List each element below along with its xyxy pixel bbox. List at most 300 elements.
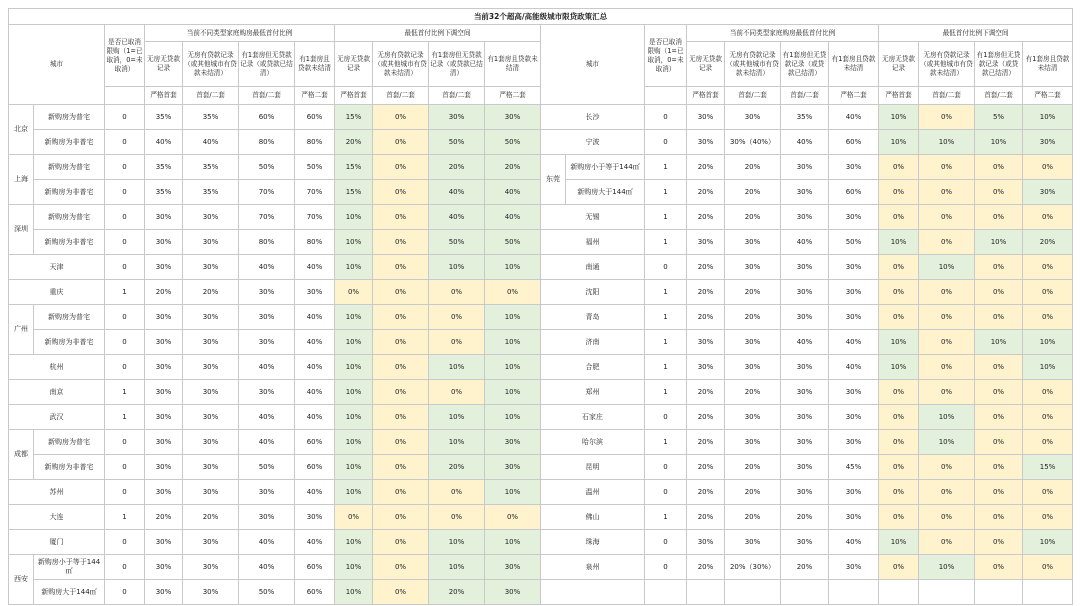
min-ratio-cell: 80%	[295, 230, 335, 255]
city-name: 郑州	[541, 380, 645, 405]
min-ratio-cell: 30%	[183, 355, 239, 380]
room-cell: 15%	[335, 180, 373, 205]
room-cell: 10%	[429, 555, 485, 580]
room-cell: 0%	[373, 405, 429, 430]
min-ratio-cell: 30%	[239, 280, 295, 305]
min-ratio-cell: 20%	[725, 380, 781, 405]
room-cell: 0%	[975, 405, 1023, 430]
room-cell: 10%	[879, 130, 919, 155]
min-ratio-cell: 30%	[725, 355, 781, 380]
min-ratio-cell: 20%	[687, 305, 725, 330]
min-ratio-cell: 60%	[295, 430, 335, 455]
room-cell: 10%	[1023, 355, 1073, 380]
room-cell: 20%	[429, 455, 485, 480]
min-ratio-cell: 20%	[687, 380, 725, 405]
min-ratio-cell: 30%	[687, 230, 725, 255]
min-ratio-cell: 30%	[687, 355, 725, 380]
min-ratio-cell: 40%	[295, 330, 335, 355]
min-ratio-cell: 30%	[781, 455, 829, 480]
cancel-flag: 0	[105, 180, 145, 205]
min-ratio-cell: 20%	[687, 555, 725, 580]
min-ratio-cell: 30%	[295, 280, 335, 305]
room-cell: 10%	[879, 105, 919, 130]
city-name: 天津	[9, 255, 105, 280]
room-cell: 10%	[335, 530, 373, 555]
min-ratio-cell: 30%	[829, 380, 879, 405]
min-ratio-cell: 30%	[183, 230, 239, 255]
room-cell: 0%	[373, 255, 429, 280]
room-cell: 0%	[879, 455, 919, 480]
room-cell: 40%	[429, 180, 485, 205]
min-ratio-cell: 30%	[725, 330, 781, 355]
min-ratio-cell: 60%	[295, 105, 335, 130]
room-cell: 10%	[1023, 530, 1073, 555]
header-city-left: 城市	[9, 25, 105, 105]
min-ratio-cell: 60%	[295, 580, 335, 605]
city-name: 泉州	[541, 555, 645, 580]
header-sub-right-room: 首套/二套	[975, 87, 1023, 105]
city-subtype: 新购房为普宅	[34, 155, 105, 180]
min-ratio-cell: 30%	[239, 330, 295, 355]
room-cell: 10%	[335, 255, 373, 280]
room-cell: 10%	[919, 255, 975, 280]
city-group: 东莞	[541, 155, 566, 205]
policy-table-wrapper	[8, 8, 1072, 605]
min-ratio-cell: 30%	[725, 230, 781, 255]
cancel-flag: 0	[105, 255, 145, 280]
city-subtype: 新购房为非普宅	[34, 455, 105, 480]
room-cell: 10%	[335, 480, 373, 505]
room-cell: 0%	[373, 530, 429, 555]
city-name: 合肥	[541, 355, 645, 380]
min-ratio-cell: 30%	[145, 480, 183, 505]
min-ratio-cell: 30%	[239, 305, 295, 330]
room-cell: 15%	[335, 105, 373, 130]
table-row	[9, 405, 1073, 430]
city-name: 无锡	[541, 205, 645, 230]
cancel-flag: 1	[645, 305, 687, 330]
room-cell: 0%	[919, 105, 975, 130]
min-ratio-cell: 40%	[239, 430, 295, 455]
room-cell: 10%	[975, 130, 1023, 155]
table-row	[9, 455, 1073, 480]
min-ratio-cell: 30%	[725, 530, 781, 555]
city-group: 深圳	[9, 205, 34, 255]
table-row	[9, 355, 1073, 380]
min-ratio-cell: 40%	[295, 530, 335, 555]
table-row	[9, 580, 1073, 605]
min-ratio-cell: 30%	[183, 380, 239, 405]
room-cell: 30%	[485, 430, 541, 455]
cancel-flag: 1	[645, 280, 687, 305]
min-ratio-cell: 30%	[781, 380, 829, 405]
room-cell: 0%	[485, 505, 541, 530]
header-type-right-room: 有1套房且贷款未结清	[1023, 42, 1073, 87]
min-ratio-cell: 30%	[183, 580, 239, 605]
min-ratio-cell: 30%	[145, 580, 183, 605]
min-ratio-cell: 30%	[145, 430, 183, 455]
header-type-left-room: 有1套房且贷款未结清	[485, 42, 541, 87]
min-ratio-cell: 20%	[781, 555, 829, 580]
room-cell: 0%	[975, 155, 1023, 180]
room-cell: 0%	[919, 230, 975, 255]
table-title: 当前32个超高/高能级城市限贷政策汇总	[9, 9, 1073, 25]
room-cell: 0%	[975, 180, 1023, 205]
room-cell: 0%	[975, 505, 1023, 530]
min-ratio-cell: 20%	[145, 280, 183, 305]
header-room-left: 最低首付比例下调空间	[335, 25, 541, 42]
cancel-flag: 0	[645, 130, 687, 155]
room-cell: 50%	[429, 230, 485, 255]
table-row	[9, 505, 1073, 530]
city-subtype: 新购房为非普宅	[34, 180, 105, 205]
city-name: 温州	[541, 480, 645, 505]
room-cell	[879, 580, 919, 605]
room-cell: 30%	[485, 105, 541, 130]
min-ratio-cell: 30%	[687, 530, 725, 555]
min-ratio-cell: 50%	[295, 155, 335, 180]
min-ratio-cell: 40%	[239, 555, 295, 580]
min-ratio-cell: 35%	[781, 105, 829, 130]
cancel-flag: 1	[105, 505, 145, 530]
room-cell: 0%	[429, 480, 485, 505]
cancel-flag: 0	[105, 205, 145, 230]
room-cell: 10%	[919, 555, 975, 580]
header-sub-left-min: 首套/二套	[183, 87, 239, 105]
min-ratio-cell: 60%	[829, 180, 879, 205]
min-ratio-cell: 35%	[183, 105, 239, 130]
city-name: 珠海	[541, 530, 645, 555]
cancel-flag: 0	[645, 530, 687, 555]
min-ratio-cell: 40%	[239, 530, 295, 555]
min-ratio-cell: 80%	[239, 230, 295, 255]
min-ratio-cell: 20%	[725, 155, 781, 180]
min-ratio-cell: 30%	[725, 105, 781, 130]
city-name: 石家庄	[541, 405, 645, 430]
city-name: 佛山	[541, 505, 645, 530]
min-ratio-cell: 40%	[183, 130, 239, 155]
room-cell: 0%	[975, 280, 1023, 305]
header-type-left-min: 有1套房且贷款未结清	[295, 42, 335, 87]
cancel-flag: 0	[105, 580, 145, 605]
header-type-left-room: 有1套房但无贷款记录（或贷款已结清）	[429, 42, 485, 87]
room-cell: 0%	[373, 555, 429, 580]
room-cell: 0%	[373, 505, 429, 530]
room-cell: 10%	[485, 255, 541, 280]
min-ratio-cell: 30%	[725, 430, 781, 455]
min-ratio-cell: 35%	[183, 155, 239, 180]
min-ratio-cell: 30%	[239, 380, 295, 405]
room-cell	[975, 580, 1023, 605]
room-cell: 20%	[485, 155, 541, 180]
room-cell: 0%	[975, 255, 1023, 280]
room-cell: 0%	[429, 505, 485, 530]
cancel-flag: 1	[645, 505, 687, 530]
room-cell: 30%	[485, 555, 541, 580]
table-row	[9, 230, 1073, 255]
room-cell: 10%	[975, 330, 1023, 355]
room-cell: 10%	[485, 380, 541, 405]
room-cell: 0%	[1023, 555, 1073, 580]
room-cell: 15%	[1023, 455, 1073, 480]
room-cell: 10%	[335, 205, 373, 230]
room-cell: 40%	[485, 180, 541, 205]
table-row	[9, 380, 1073, 405]
room-cell: 0%	[919, 355, 975, 380]
room-cell: 10%	[429, 430, 485, 455]
room-cell: 0%	[1023, 505, 1073, 530]
table-row	[9, 155, 1073, 180]
cancel-flag: 1	[645, 330, 687, 355]
min-ratio-cell: 70%	[239, 180, 295, 205]
room-cell: 10%	[919, 130, 975, 155]
room-cell: 0%	[1023, 480, 1073, 505]
room-cell: 50%	[429, 130, 485, 155]
room-cell: 0%	[335, 505, 373, 530]
min-ratio-cell: 30%	[183, 255, 239, 280]
min-ratio-cell: 30%	[183, 530, 239, 555]
header-cancel-blank-right	[645, 87, 687, 105]
table-row	[9, 105, 1073, 130]
table-row	[9, 130, 1073, 155]
room-cell: 0%	[373, 180, 429, 205]
min-ratio-cell: 30%	[145, 405, 183, 430]
room-cell: 10%	[879, 355, 919, 380]
header-sub-right-min: 首套/二套	[725, 87, 781, 105]
room-cell: 5%	[975, 105, 1023, 130]
cancel-flag: 1	[645, 205, 687, 230]
city-name: 苏州	[9, 480, 105, 505]
city-subtype: 新购房为普宅	[34, 430, 105, 455]
room-cell: 0%	[373, 355, 429, 380]
min-ratio-cell: 30%	[183, 480, 239, 505]
min-ratio-cell: 35%	[183, 180, 239, 205]
city-name: 哈尔滨	[541, 430, 645, 455]
min-ratio-cell: 40%	[829, 355, 879, 380]
min-ratio-cell: 20%	[687, 180, 725, 205]
room-cell: 20%	[429, 580, 485, 605]
min-ratio-cell: 30%	[687, 105, 725, 130]
header-type-right-min: 有1套房且贷款未结清	[829, 42, 879, 87]
room-cell: 0%	[1023, 205, 1073, 230]
city-name: 昆明	[541, 455, 645, 480]
room-cell: 0%	[373, 330, 429, 355]
cancel-flag: 0	[105, 105, 145, 130]
room-cell: 0%	[919, 380, 975, 405]
min-ratio-cell: 30%	[145, 230, 183, 255]
min-ratio-cell: 30%	[145, 255, 183, 280]
room-cell: 10%	[975, 230, 1023, 255]
city-name: 长沙	[541, 105, 645, 130]
city-name: 南京	[9, 380, 105, 405]
room-cell: 40%	[429, 205, 485, 230]
room-cell: 50%	[485, 130, 541, 155]
city-name: 厦门	[9, 530, 105, 555]
room-cell: 10%	[429, 355, 485, 380]
city-group: 西安	[9, 555, 34, 605]
min-ratio-cell: 40%	[829, 105, 879, 130]
city-subtype: 新购房大于144㎡	[34, 580, 105, 605]
room-cell: 0%	[373, 130, 429, 155]
cancel-flag: 0	[105, 355, 145, 380]
room-cell: 0%	[975, 530, 1023, 555]
room-cell: 0%	[879, 380, 919, 405]
min-ratio-cell: 70%	[239, 205, 295, 230]
city-name: 宁波	[541, 130, 645, 155]
room-cell: 10%	[335, 355, 373, 380]
city-name: 青岛	[541, 305, 645, 330]
min-ratio-cell: 30%	[781, 155, 829, 180]
min-ratio-cell: 20%	[687, 155, 725, 180]
min-ratio-cell: 30%	[183, 455, 239, 480]
min-ratio-cell: 50%	[239, 155, 295, 180]
min-ratio-cell: 30%	[781, 305, 829, 330]
min-ratio-cell: 30%	[829, 155, 879, 180]
header-sub-left-room: 严格首套	[335, 87, 373, 105]
min-ratio-cell: 20%	[145, 505, 183, 530]
min-ratio-cell: 20%	[725, 480, 781, 505]
table-row	[9, 480, 1073, 505]
room-cell: 0%	[919, 280, 975, 305]
room-cell: 10%	[335, 380, 373, 405]
min-ratio-cell: 35%	[145, 155, 183, 180]
min-ratio-cell: 60%	[239, 105, 295, 130]
header-cancel-blank-left	[105, 87, 145, 105]
header-sub-left-room: 严格二套	[485, 87, 541, 105]
room-cell: 0%	[879, 480, 919, 505]
cancel-flag: 0	[645, 555, 687, 580]
min-ratio-cell: 35%	[145, 180, 183, 205]
header-sub-left-room: 首套/二套	[373, 87, 429, 105]
min-ratio-cell: 20%	[725, 205, 781, 230]
room-cell: 10%	[1023, 330, 1073, 355]
room-cell: 0%	[373, 205, 429, 230]
room-cell: 10%	[335, 330, 373, 355]
room-cell: 0%	[879, 205, 919, 230]
min-ratio-cell: 30%	[829, 255, 879, 280]
min-ratio-cell: 30%	[781, 280, 829, 305]
header-sub-left-min: 首套/二套	[239, 87, 295, 105]
min-ratio-cell: 40%	[239, 355, 295, 380]
room-cell: 15%	[335, 155, 373, 180]
header-type-left-min: 无房无贷款记录	[145, 42, 183, 87]
room-cell: 0%	[879, 155, 919, 180]
cancel-flag: 0	[645, 255, 687, 280]
header-min-left: 当前不同类型家庭购房最低首付比例	[145, 25, 335, 42]
room-cell: 10%	[879, 330, 919, 355]
min-ratio-cell: 40%	[295, 405, 335, 430]
room-cell: 10%	[879, 530, 919, 555]
header-type-right-room: 有1套房但无贷款记录（或贷款已结清）	[975, 42, 1023, 87]
room-cell: 10%	[485, 355, 541, 380]
room-cell: 10%	[335, 230, 373, 255]
min-ratio-cell	[781, 580, 829, 605]
room-cell: 0%	[919, 155, 975, 180]
room-cell: 0%	[373, 155, 429, 180]
room-cell: 10%	[335, 430, 373, 455]
min-ratio-cell: 30%	[781, 480, 829, 505]
room-cell: 0%	[429, 305, 485, 330]
city-subtype: 新购房小于等于144㎡	[34, 555, 105, 580]
header-city-right: 城市	[541, 25, 645, 105]
room-cell: 0%	[429, 280, 485, 305]
cancel-flag: 0	[105, 555, 145, 580]
room-cell: 10%	[879, 230, 919, 255]
min-ratio-cell: 40%	[145, 130, 183, 155]
min-ratio-cell: 40%	[295, 355, 335, 380]
min-ratio-cell: 40%	[295, 480, 335, 505]
city-subtype: 新购房大于144㎡	[566, 180, 645, 205]
room-cell: 0%	[1023, 155, 1073, 180]
cancel-flag: 1	[645, 430, 687, 455]
min-ratio-cell: 80%	[239, 130, 295, 155]
city-subtype: 新购房为非普宅	[34, 330, 105, 355]
room-cell: 0%	[879, 405, 919, 430]
room-cell: 20%	[1023, 230, 1073, 255]
min-ratio-cell: 20%	[725, 305, 781, 330]
min-ratio-cell: 30%	[781, 255, 829, 280]
room-cell: 0%	[373, 380, 429, 405]
policy-table	[8, 8, 1073, 605]
min-ratio-cell: 30%	[725, 255, 781, 280]
header-type-left-min: 无房有贷款记录（或其他城市有贷款未结清）	[183, 42, 239, 87]
header-type-right-room: 无房无贷款记录	[879, 42, 919, 87]
city-subtype: 新购房为非普宅	[34, 230, 105, 255]
header-type-left-room: 无房有贷款记录（或其他城市有贷款未结清）	[373, 42, 429, 87]
min-ratio-cell: 30%	[829, 280, 879, 305]
min-ratio-cell: 30%	[145, 380, 183, 405]
room-cell: 0%	[373, 280, 429, 305]
room-cell: 0%	[975, 555, 1023, 580]
room-cell: 30%	[485, 580, 541, 605]
min-ratio-cell: 40%	[295, 305, 335, 330]
room-cell: 30%	[429, 105, 485, 130]
min-ratio-cell: 30%	[183, 430, 239, 455]
room-cell: 0%	[1023, 280, 1073, 305]
room-cell: 0%	[335, 280, 373, 305]
min-ratio-cell: 30%	[239, 505, 295, 530]
min-ratio-cell: 30%	[781, 430, 829, 455]
room-cell: 0%	[1023, 430, 1073, 455]
room-cell: 10%	[919, 430, 975, 455]
table-row	[9, 305, 1073, 330]
min-ratio-cell: 20%（30%）	[725, 555, 781, 580]
min-ratio-cell: 30%	[145, 455, 183, 480]
min-ratio-cell: 30%	[145, 305, 183, 330]
header-sub-left-min: 严格首套	[145, 87, 183, 105]
min-ratio-cell: 30%	[145, 555, 183, 580]
min-ratio-cell	[725, 580, 781, 605]
room-cell: 0%	[975, 430, 1023, 455]
header-sub-right-room: 首套/二套	[919, 87, 975, 105]
room-cell: 10%	[429, 255, 485, 280]
min-ratio-cell: 50%	[239, 580, 295, 605]
room-cell: 0%	[919, 305, 975, 330]
city-name: 济南	[541, 330, 645, 355]
city-group: 成都	[9, 430, 34, 480]
min-ratio-cell: 30%	[829, 555, 879, 580]
cancel-flag: 0	[105, 230, 145, 255]
city-name: 武汉	[9, 405, 105, 430]
min-ratio-cell: 20%	[725, 180, 781, 205]
min-ratio-cell: 30%	[183, 330, 239, 355]
min-ratio-cell: 30%	[145, 530, 183, 555]
city-name: 南通	[541, 255, 645, 280]
room-cell: 0%	[373, 305, 429, 330]
room-cell: 0%	[879, 430, 919, 455]
city-group: 上海	[9, 155, 34, 205]
min-ratio-cell: 20%	[687, 505, 725, 530]
